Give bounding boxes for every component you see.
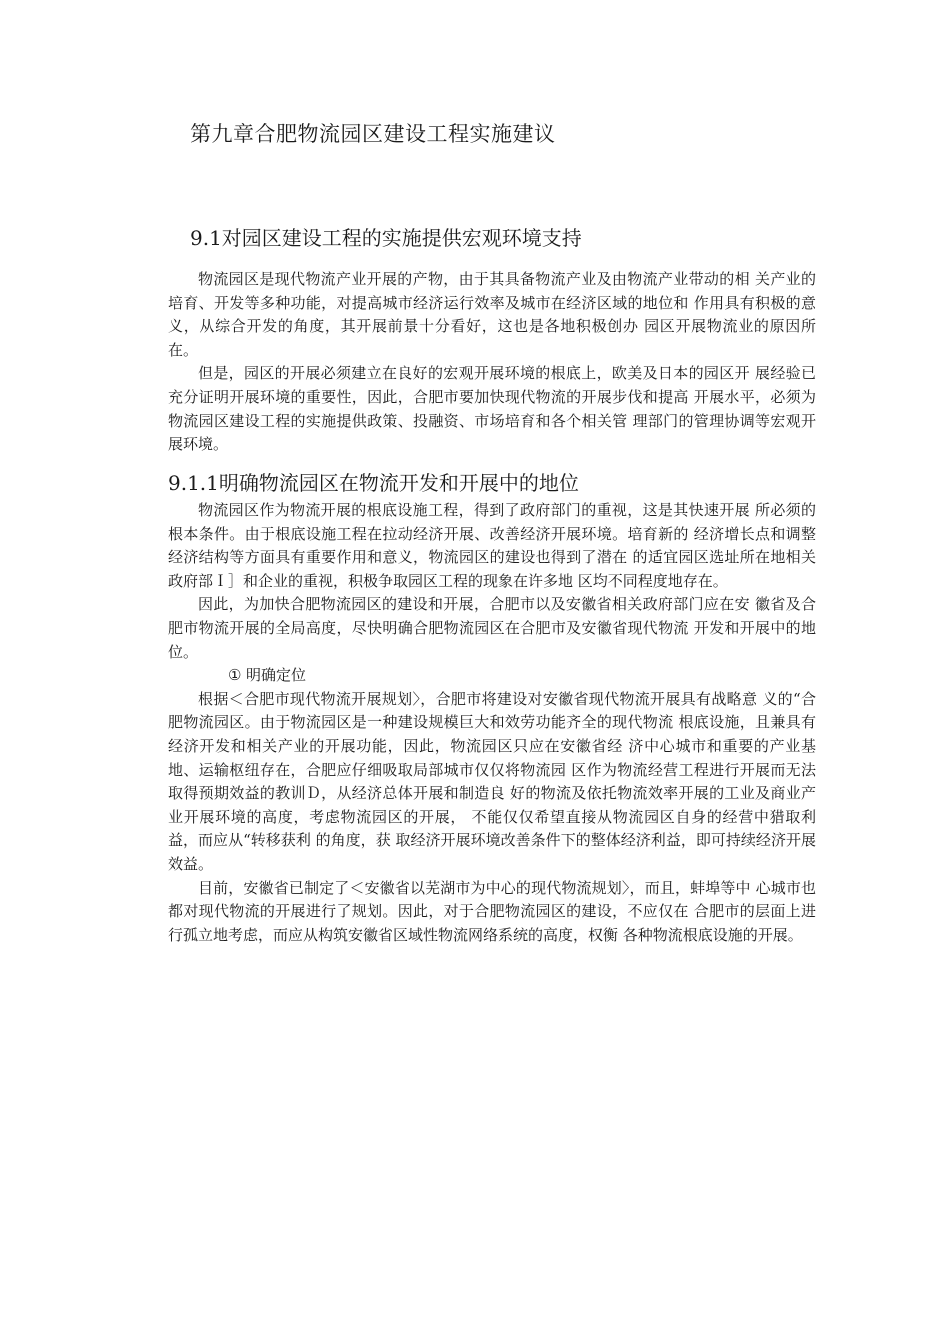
numbered-item [168,664,816,688]
paragraph: 因此，为加快合肥物流园区的建设和开展，合肥市以及安徽省相关政府部门应在安 徽省及合肥市物流开展的全局高度，尽快明确合肥物流园区在合肥市及安徽省现代物流 开发和开展中的地位。 [168,595,816,661]
subsection-title: 9.1.1明确物流园区在物流开发和开展中的地位 [168,471,579,495]
paragraph: 但是，园区的开展必须建立在良好的宏观开展环境的根底上，欧美及日本的园区开 展经验已充分证明开展环境的重要性，因此，合肥市要加快现代物流的开展步伐和提高 开展水平，必须为物流园区建设工程的实施提供政策、投融资、市场培育和各个相关管 理部门的管理协调等宏观开展环境。 [168,364,816,454]
paragraph: 目前，安徽省已制定了＜安徽省以芜湖市为中心的现代物流规划〉，而且，蚌埠等中 心城市也都对现代物流的开展进行了规划。因此，对于合肥物流园区的建设，不应仅在 合肥市的层面上进行孤立地考虑，而应从构筑安徽省区域性物流网络系统的高度，权衡 各种物流根底设施的开展。 [168,878,816,944]
paragraph: 物流园区作为物流开展的根底设施工程，得到了政府部门的重视，这是其快速开展 所必须的根本条件。由于根底设施工程在拉动经济开展、改善经济开展环境。培育新的 经济增长点和调整经济结构等方面具有重要作用和意义，物流园区的建设也得到了潜在 的适宜园区选址所在地相关政府部Ｉ］和企业的重视，积极争取园区工程的现象在许多地 区均不同程度地存在。 [168,501,816,590]
item-label: 明确定位 [246,666,307,685]
paragraph: 物流园区是现代物流产业开展的产物，由于其具备物流产业及由物流产业带动的相 关产业的培育、开发等多种功能，对提高城市经济运行效率及城市在经济区域的地位和 作用具有积极的意义，从综合开发的角度，其开展前景十分看好，这也是各地积极创办 园区开展物流业的原因所在。 [168,270,816,359]
chapter-title: 第九章合肥物流园区建设工程实施建议 [190,122,556,146]
item-marker: ① [228,666,242,685]
subsection-body [168,499,816,947]
paragraph: 根据＜合肥市现代物流开展规划〉，合肥市将建设对安徽省现代物流开展具有战略意 义的“合肥物流园区。由于物流园区是一种建设规模巨大和效劳功能齐全的现代物流 根底设施，且兼具有经济开发和相关产业的开展功能，因此，物流园区只应在安徽省经 济中心城市和重要的产业基地、运输枢纽存在，合肥应仔细吸取局部城市仅仅将物流园 区作为物流经营工程进行开展而无法取得预期效益的教训Ｄ，从经济总体开展和制造良 好的物流及依托物流效率开展的工业及商业产业开展环境的高度，考虑物流园区的开展， 不能仅仅希望直接从物流园区自身的经营中猎取利益，而应从“转移获利 的角度，获 取经济开展环境改善条件下的整体经济利益，即可持续经济开展效益。 [168,689,816,873]
section-title: 9.1对园区建设工程的实施提供宏观环境支持 [190,226,582,250]
section-body [168,268,816,457]
